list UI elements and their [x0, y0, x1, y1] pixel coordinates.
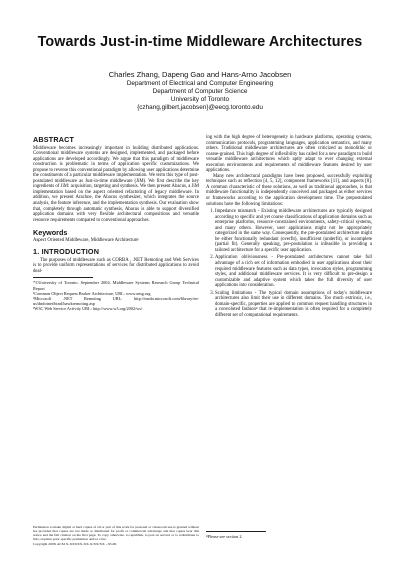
introduction-heading: 1. INTRODUCTION [33, 247, 100, 257]
footnote-copyright: *©University of Toronto. September 2004, Middleware Systems Research Group Technical Report [33, 280, 199, 291]
copyright-line: Copyright 200X ACM X-XXXXX-XX-X/XX/XX ...$5.00. [33, 541, 118, 546]
footnote-corba: ¹Common Object Request Broker Architecture, URL: www.omg.org [33, 290, 151, 296]
list-item: 2. Application obliviousness - Pre-postulated architectures cannot take full advantage of a rich set of information embodied in user applications about their required middleware features such as data types, invocation styles, programming styles, and additional middleware services. It is very difficult to pre-design a customizable and adaptive system which takes the full diversity of user applications into consideration. [215, 255, 372, 288]
author-email: {czhang,gilbert,jacobsen}@eecg.toronto.edu [137, 103, 263, 111]
affiliation-3: University of Toronto [170, 95, 230, 103]
right-footnote-rule [206, 531, 266, 532]
paper-title: Towards Just-in-time Middleware Architectures [37, 34, 363, 50]
keywords-heading: Keywords [33, 228, 68, 238]
abstract-heading: ABSTRACT [33, 135, 75, 144]
right-footnote: ⁴Please see section 2. [206, 534, 243, 539]
list-item: 1. Impedance mismatch - Existing middleware architectures are typically designed according to specific and yet coarse classifications of application domains such as enterprise platforms, resource-constrained environments, safety-critical systems, and many others. However, user applications might not be appropriately categorized in the same way. Consequently, the pre-postulated architecture might be either functionally redundant (overfit), insufficient (underfit), or incomplete (partial fit). Generally speaking, pre-postulation is infeasible in providing a tailored architecture for a specific user application. [215, 209, 372, 253]
affiliation-2: Department of Computer Science [152, 87, 248, 95]
right-paragraph-2: Many new architectural paradigms have been proposed, successfully exploiting techniques such as reflection [4, 5, 12], component frameworks [11], and aspects [8]. A common characteristic of these solutions, as well as traditional approaches, is that middleware functionality is independently conceived and packaged as either services or frameworks according to the application development time. The prepostulated solutions have the following limitations: [206, 173, 372, 207]
right-paragraph-1: ing with the high degree of heterogeneity in hardware platforms, operating systems, communication protocols, programming languages, application semantics, and many others. Traditional middleware architectures are often criticized as monolithic or coarse-grained. This high degree of inflexibility has called for a new paradigm to build versatile middleware architectures which aptly adapt to ever changing external execution environments and requirements of middleware features desired by user applications. [206, 135, 372, 174]
footnote-w3c: ³W3C Web Service Activity URL: http://www.w3.org/2002/ws/ [33, 305, 143, 311]
affiliation-1: Department of Electrical and Computer Engineering [126, 79, 274, 87]
footnote-rule [33, 277, 93, 278]
right-column [206, 135, 372, 321]
left-column [33, 135, 199, 311]
introduction-text: The purposes of middleware such as CORBA , .NET Remoting and Web Services is to provide uniform representations of services for distributed applications to avoid deal- [33, 257, 199, 274]
list-item: 3. Scaling limitations - The typical domain assumptions of today's middleware architectures also limit their use in different domains. Too much extrinsic, i.e., domain-specific, properties are applied to common request handling structures in a convoluted fashion⁴ that re-implementation is often required for a completely different set of computational requirements. [215, 291, 372, 319]
author-block [0, 71, 400, 112]
author-names: Charles Zhang, Dapeng Gao and Hans-Arno Jacobsen [108, 70, 292, 79]
permission-text: Permission to make digital or hard copies of all or part of this work for personal or classroom use is granted without fee provided that copies are not made or distributed for profit or commercial advantage and that copies bear this notice and the full citation on the first page. To copy otherwise, to republish, to post on servers or to redistribute to lists, requires prior specific permission and/or a fee. [33, 525, 199, 542]
abstract-text: Middleware becomes increasingly important in building distributed applications. Conventional middleware systems are designed, implemented, and packaged before applications are developed accordingly. We argue that this paradigm of middleware construction is problematic in terms of application specific customizations. We propose to reverse this conventional paradigm by allowing user applications determine the constituents of a particular middleware implementation. We term this type of post-postulated middleware as Just-in-time middleware (JiM). We first describe the key ingredients of JiM: acquisition, targeting and synthesis. We then present Abacus, a JiM implementation based on the aspect oriented refactoring of legacy middleware. In addition, we present Arachne, the Abacus synthesizer, which integrates the source analysis, the feature inference, and the implementation synthesis. Our evaluation show that, completely through automatic synthesis, Abacus is able to support diversified application domains with very flexible architectural compositions and versatile resource requirements compared to conventional approaches. [33, 145, 199, 223]
footnote-dotnet: ²Microsoft .NET Remoting URL: http://msdn.microsoft.com/library/en-us/dndotnet/html/hawkremoting.asp [33, 295, 199, 306]
limitations-list [206, 209, 372, 318]
keywords-text: Aspect Oriented Middleware, Middleware Architecture [33, 237, 139, 243]
permission-notice [33, 525, 199, 546]
